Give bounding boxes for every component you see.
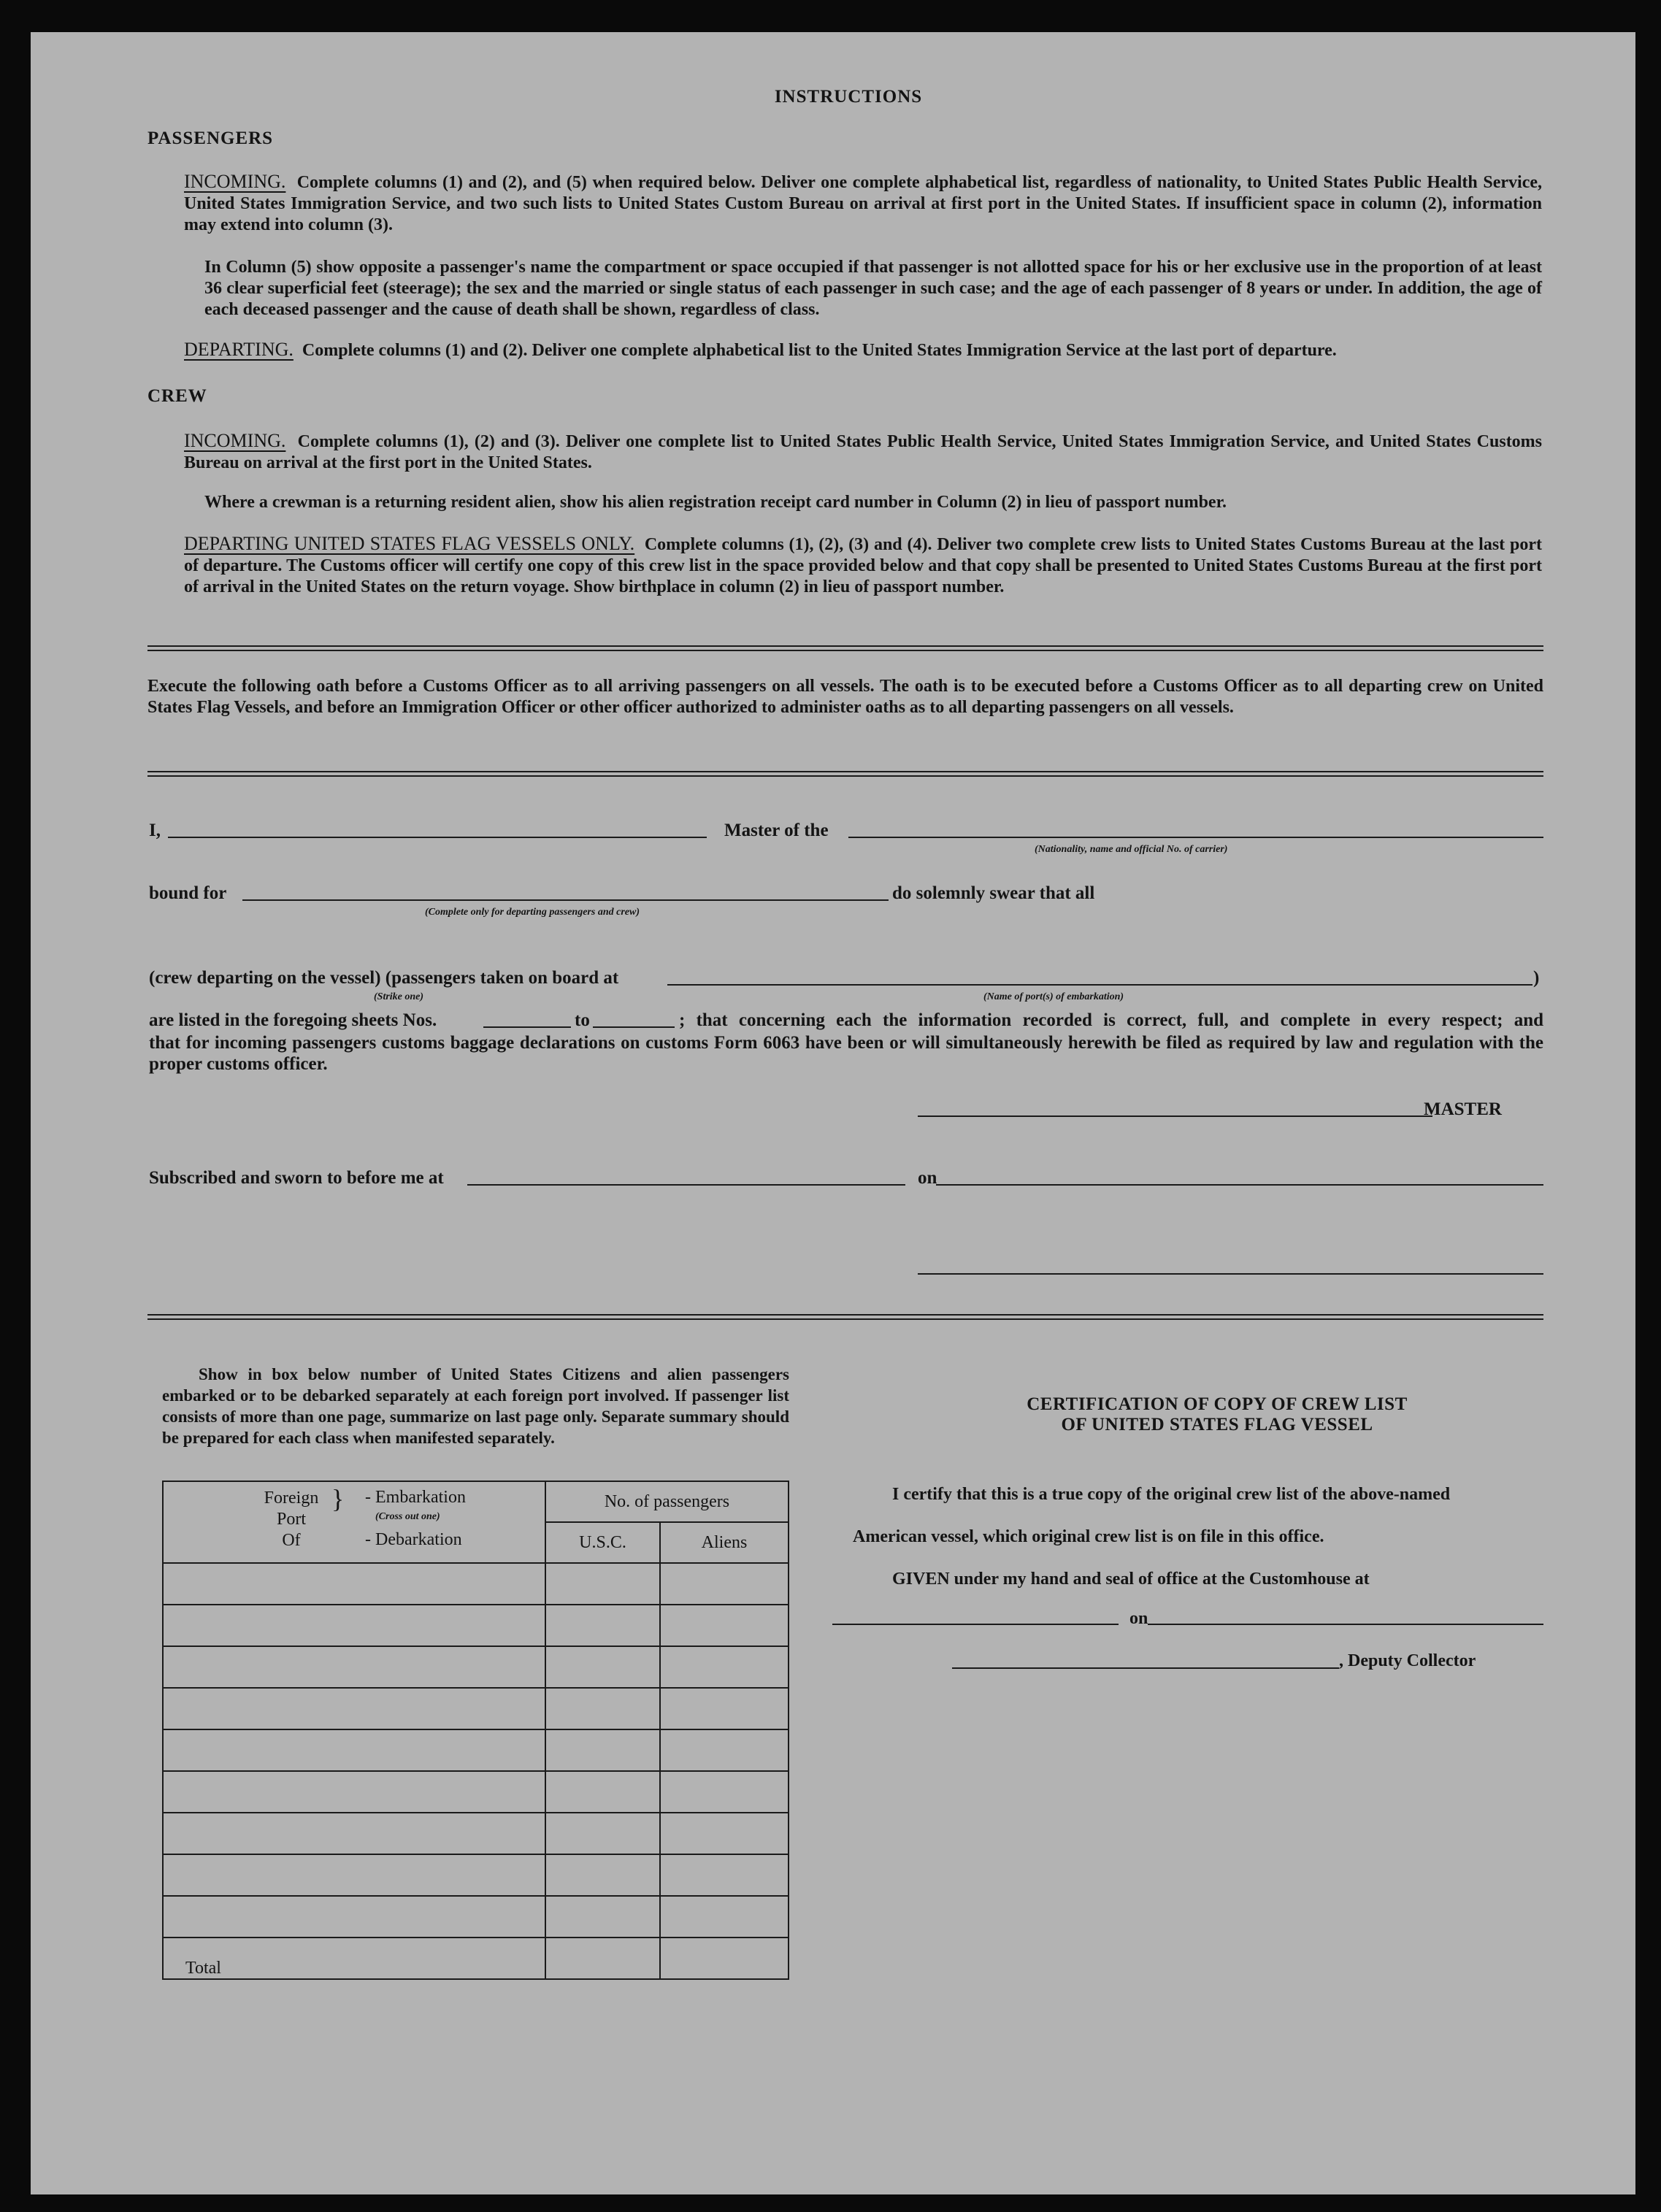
document-sheet <box>31 32 1635 2194</box>
sworn-place-field[interactable] <box>467 1184 905 1186</box>
aliens-cell[interactable] <box>660 1896 789 1938</box>
bound-for-field[interactable] <box>242 899 889 901</box>
port-cell[interactable] <box>163 1896 545 1938</box>
aliens-cell[interactable] <box>660 1563 789 1605</box>
debarkation-label: - Debarkation <box>365 1530 462 1549</box>
brace-icon: } <box>331 1484 345 1513</box>
aliens-cell[interactable] <box>660 1688 789 1729</box>
bound-for-label: bound for <box>149 883 227 903</box>
passengers-incoming-text: Complete columns (1) and (2), and (5) when required below. Deliver one complete alphabetical list, regardless of nationality, to United States Public Health Service, United States Immigration Service, and two such lists to United States Custom Bureau on arrival at first port in the United States. If insufficient space in column (2), information may extend into column (3). <box>184 173 1542 234</box>
swear-label: do solemnly swear that all <box>892 883 1095 903</box>
usc-cell[interactable] <box>545 1896 660 1938</box>
carrier-field[interactable] <box>848 837 1543 838</box>
sworn-on-label: on <box>918 1168 937 1188</box>
port-cell[interactable] <box>163 1563 545 1605</box>
usc-cell[interactable] <box>545 1729 660 1771</box>
close-paren: ) <box>1533 968 1540 988</box>
table-row <box>163 1854 789 1896</box>
port-hint: (Name of port(s) of embarkation) <box>983 991 1124 1002</box>
passengers-incoming-label: INCOMING. <box>184 171 286 192</box>
no-of-passengers-header: No. of passengers <box>545 1481 789 1522</box>
aliens-cell[interactable] <box>660 1729 789 1771</box>
crew-incoming-text: Complete columns (1), (2) and (3). Deliver one complete list to United States Public Health Service, United States Immigration Service, and United States Customs Bureau on arrival at the first port in the United States. <box>184 432 1543 472</box>
port-cell[interactable] <box>163 1605 545 1646</box>
i-label: I, <box>149 821 161 840</box>
page-title: INSTRUCTIONS <box>774 87 923 107</box>
certification-date-field[interactable] <box>1148 1624 1543 1625</box>
of-label: Of <box>282 1531 301 1550</box>
crew-heading: CREW <box>147 386 207 406</box>
usc-total-cell[interactable] <box>545 1938 660 1979</box>
passenger-summary-table <box>162 1481 789 1980</box>
summary-instructions: Show in box below number of United States Citizens and alien passengers embarked or to be debarked separately at each foreign port involved. If passenger list consists of more than one page, summarize on last page only. Separate summary should be prepared for each class when manifested separately. <box>162 1365 789 1447</box>
passengers-heading: PASSENGERS <box>147 128 274 148</box>
passengers-departing-label: DEPARTING. <box>184 339 294 360</box>
nationality-hint: (Nationality, name and official No. of carrier) <box>1035 844 1228 855</box>
foreign-label: Foreign <box>264 1489 319 1508</box>
master-signature-field[interactable] <box>918 1115 1432 1117</box>
column5-paragraph: In Column (5) show opposite a passenger's name the compartment or space occupied if that passenger is not allotted space for his or her exclusive use in the proportion of at least 36 clear superficial feet (steerage); the sex and the married or single status of each passenger in such case; and the age of each passenger of 8 years or under. In addition, the age of each deceased passenger and the cause of death shall be shown, regardless of class. <box>204 258 1542 319</box>
divider-rule <box>147 771 1543 772</box>
usc-header: U.S.C. <box>545 1522 660 1563</box>
crewman-paragraph: Where a crewman is a returning resident alien, show his alien registration receipt card number in Column (2) in lieu of passport number. <box>204 493 1227 512</box>
usc-cell[interactable] <box>545 1605 660 1646</box>
table-row <box>163 1896 789 1938</box>
divider-rule <box>147 1318 1543 1320</box>
passengers-departing-paragraph <box>184 339 1542 361</box>
bound-hint: (Complete only for departing passengers and crew) <box>425 907 640 918</box>
port-cell[interactable] <box>163 1646 545 1688</box>
listed-post: ; that concerning each the information recorded is correct, full, and complete in every respect; and <box>679 1010 1543 1030</box>
usc-cell[interactable] <box>545 1813 660 1854</box>
port-cell[interactable] <box>163 1771 545 1813</box>
table-row <box>163 1729 789 1771</box>
subscribed-label: Subscribed and sworn to before me at <box>149 1168 444 1188</box>
table-row <box>163 1605 789 1646</box>
cross-out-hint: (Cross out one) <box>375 1511 440 1522</box>
divider-rule <box>147 775 1543 777</box>
port-cell[interactable] <box>163 1813 545 1854</box>
usc-cell[interactable] <box>545 1646 660 1688</box>
table-row <box>163 1813 789 1854</box>
listed-to: to <box>575 1010 590 1030</box>
certification-heading-line2: OF UNITED STATES FLAG VESSEL <box>1061 1415 1373 1435</box>
certify-line2: American vessel, which original crew list is on file in this office. <box>853 1527 1324 1546</box>
listed-cont: that for incoming passengers customs baggage declarations on customs Form 6063 have been or will simultaneously herewith be filed as required by law and regulation with the proper customs officer. <box>149 1033 1543 1074</box>
certify-line1: I certify that this is a true copy of the original crew list of the above-named <box>892 1485 1451 1504</box>
aliens-cell[interactable] <box>660 1646 789 1688</box>
master-label: MASTER <box>1424 1099 1502 1119</box>
customhouse-field[interactable] <box>832 1624 1119 1625</box>
port-cell[interactable] <box>163 1729 545 1771</box>
deputy-signature-field[interactable] <box>952 1667 1339 1669</box>
passengers-incoming-paragraph <box>184 171 1542 236</box>
given-line: GIVEN under my hand and seal of office at the Customhouse at <box>892 1570 1370 1589</box>
crew-departing-text: Complete columns (1), (2), (3) and (4). Deliver two complete crew lists to United States Customs Bureau at the last port of departure. The Customs officer will certify one copy of this crew list in the space provided below and that copy shall be presented to United States Customs Bureau at the first port of arrival in the United States on the return voyage. Show birthplace in column (2) in lieu of passport number. <box>184 535 1543 596</box>
aliens-total-cell[interactable] <box>660 1938 789 1979</box>
total-row <box>163 1938 789 1979</box>
embarkation-label: - Embarkation <box>365 1488 466 1507</box>
aliens-cell[interactable] <box>660 1813 789 1854</box>
total-label: Total <box>163 1938 545 1979</box>
port-cell[interactable] <box>163 1688 545 1729</box>
crew-departing-paragraph <box>184 533 1542 598</box>
aliens-cell[interactable] <box>660 1605 789 1646</box>
master-of-the-label: Master of the <box>724 821 829 840</box>
officer-signature-field[interactable] <box>918 1273 1543 1275</box>
passengers-departing-text: Complete columns (1) and (2). Deliver one complete alphabetical list to the United States Immigration Service at the last port of departure. <box>302 341 1337 360</box>
aliens-cell[interactable] <box>660 1854 789 1896</box>
sworn-date-field[interactable] <box>936 1184 1543 1186</box>
aliens-cell[interactable] <box>660 1771 789 1813</box>
divider-rule <box>147 645 1543 647</box>
port-embarkation-field[interactable] <box>667 984 1533 986</box>
sheet-from-field[interactable] <box>483 1026 571 1028</box>
strike-hint: (Strike one) <box>374 991 424 1002</box>
deputy-collector-label: , Deputy Collector <box>1339 1651 1476 1670</box>
table-row <box>163 1563 789 1605</box>
foreign-port-header <box>163 1481 545 1563</box>
crew-passengers-label: (crew departing on the vessel) (passengers taken on board at <box>149 968 619 988</box>
certification-heading-line1: CERTIFICATION OF COPY OF CREW LIST <box>1027 1394 1408 1414</box>
usc-cell[interactable] <box>545 1563 660 1605</box>
divider-rule <box>147 1314 1543 1316</box>
master-name-field[interactable] <box>168 837 707 838</box>
crew-incoming-paragraph <box>184 430 1542 474</box>
usc-cell[interactable] <box>545 1688 660 1729</box>
usc-cell[interactable] <box>545 1771 660 1813</box>
table-row <box>163 1771 789 1813</box>
usc-cell[interactable] <box>545 1854 660 1896</box>
crew-incoming-label: INCOMING. <box>184 430 286 451</box>
crew-departing-label: DEPARTING UNITED STATES FLAG VESSELS ONLY. <box>184 533 635 554</box>
sheet-to-field[interactable] <box>593 1026 675 1028</box>
certification-on-label: on <box>1129 1609 1148 1628</box>
oath-intro: Execute the following oath before a Customs Officer as to all arriving passengers on all vessels. The oath is to be executed before a Customs Officer as to all departing crew on United States Flag Vessels, and before an Immigration Officer or other officer authorized to administer oaths as to all departing passengers on all vessels. <box>147 677 1543 717</box>
table-row <box>163 1646 789 1688</box>
aliens-header: Aliens <box>660 1522 789 1563</box>
port-label: Port <box>276 1510 306 1529</box>
listed-pre: are listed in the foregoing sheets Nos. <box>149 1010 437 1030</box>
table-row <box>163 1688 789 1729</box>
port-cell[interactable] <box>163 1854 545 1896</box>
divider-rule <box>147 650 1543 651</box>
